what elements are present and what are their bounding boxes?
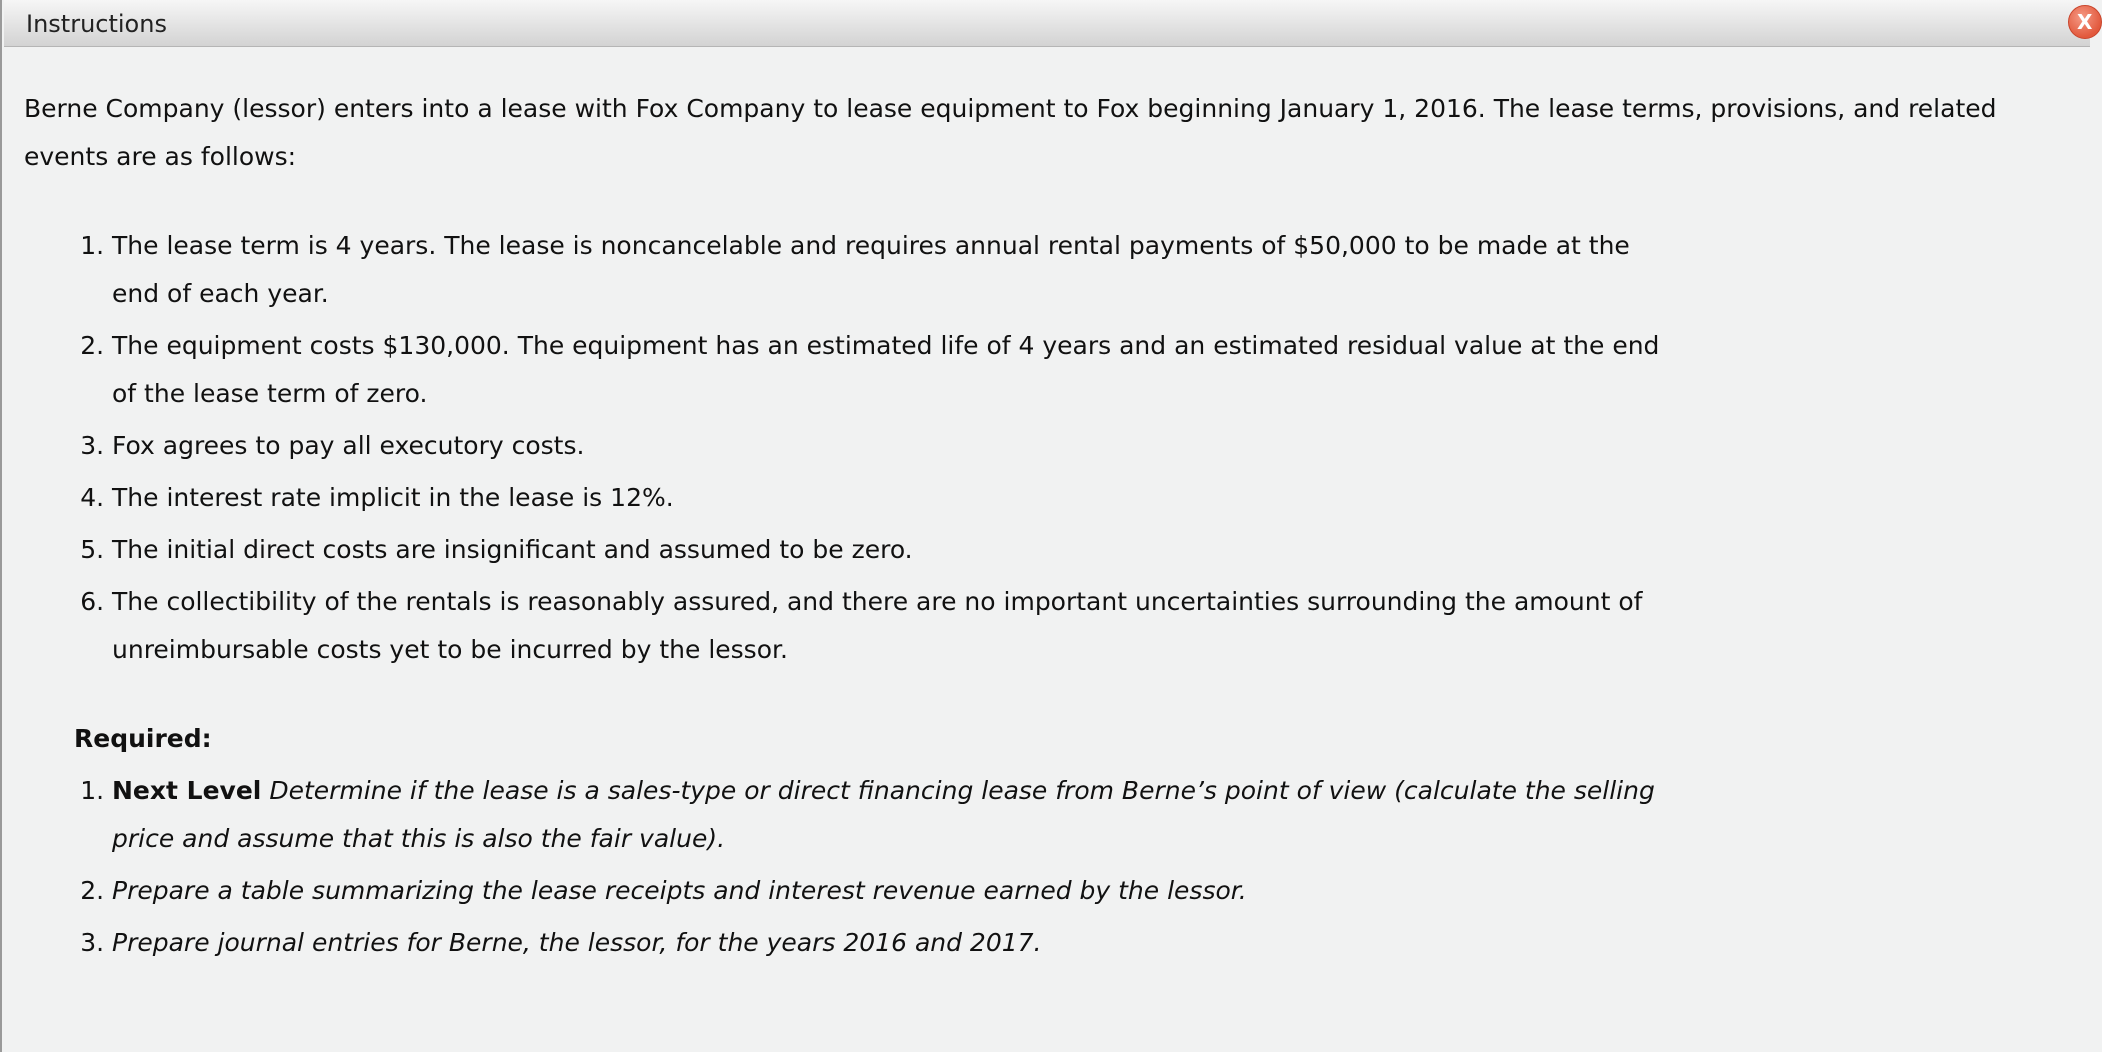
list-item: 6. The collectibility of the rentals is reasonably assured, and there are no important uncertainties surrounding the amount of unreimbursable costs yet to be incurred by the lessor.	[112, 578, 1672, 674]
required-item-text: Prepare a table summarizing the lease receipts and interest revenue earned by the lessor.	[112, 876, 1247, 905]
list-item: 5. The initial direct costs are insignificant and assumed to be zero.	[112, 526, 1672, 574]
level-label: Next Level	[112, 776, 262, 805]
close-icon[interactable]: X	[2068, 5, 2102, 39]
lease-terms-list	[24, 222, 1672, 674]
required-heading: Required:	[74, 724, 212, 753]
list-item: 3. Fox agrees to pay all executory costs.	[112, 422, 1672, 470]
instructions-content	[24, 85, 2084, 971]
required-item	[112, 919, 1672, 967]
required-item-text: Determine if the lease is a sales-type or direct financing lease from Berne’s point of view (calculate the selling price and assume that this is also the fair value).	[112, 776, 1655, 853]
required-list	[24, 767, 1672, 967]
required-item	[112, 767, 1672, 863]
list-item: 1. The lease term is 4 years. The lease is noncancelable and requires annual rental payments of $50,000 to be made at the end of each year.	[112, 222, 1672, 318]
list-item: 4. The interest rate implicit in the lease is 12%.	[112, 474, 1672, 522]
window-title: Instructions	[26, 10, 167, 38]
list-item: 2. The equipment costs $130,000. The equipment has an estimated life of 4 years and an estimated residual value at the end of the lease term of zero.	[112, 322, 1672, 418]
intro-paragraph: Berne Company (lessor) enters into a lease with Fox Company to lease equipment to Fox beginning January 1, 2016. The lease terms, provisions, and related events are as follows:	[24, 94, 1997, 171]
required-item	[112, 867, 1672, 915]
required-item-text: Prepare journal entries for Berne, the lessor, for the years 2016 and 2017.	[112, 928, 1042, 957]
title-bar	[4, 0, 2093, 47]
